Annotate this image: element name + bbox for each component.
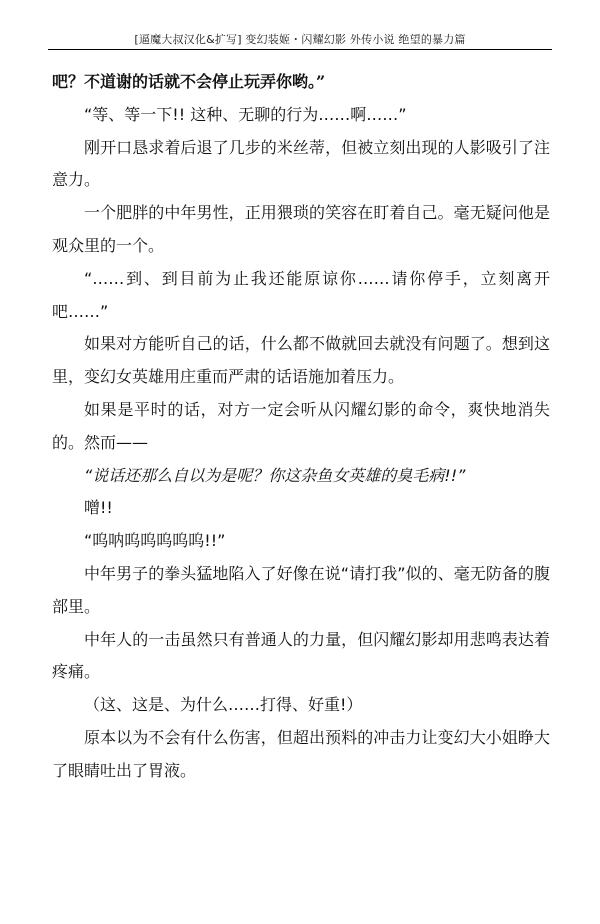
paragraph-12: 中年人的一击虽然只有普通人的力量，但闪耀幻影却用悲鸣表达着疼痛。 (52, 629, 550, 682)
paragraph-3: 刚开口恳求着后退了几步的米丝蒂，但被立刻出现的人影吸引了注意力。 (52, 137, 550, 190)
paragraph-8: “说话还那么自以为是呢？你这杂鱼女英雄的臭毛病!!” (84, 465, 466, 485)
paragraph-4: 一个肥胖的中年男性，正用猥琐的笑容在盯着自己。毫无疑问他是观众里的一个。 (52, 203, 550, 255)
body-text (52, 66, 550, 788)
paragraph-5: “……到、到目前为止我还能原谅你……请你停手，立刻离开吧……” (52, 268, 550, 321)
paragraph-2: “等、等一下!! 这种、无聊的行为……啊……” (84, 104, 407, 124)
paragraph-14: 原本以为不会有什么伤害，但超出预料的冲击力让变幻大小姐睁大了眼睛吐出了胃液。 (52, 727, 550, 780)
paragraph-6: 如果对方能听自己的话，什么都不做就回去就没有问题了。想到这里，变幻女英雄用庄重而严肃的话语施加着压力。 (52, 334, 550, 387)
header-divider (48, 49, 552, 50)
paragraph-13: （这、这是、为什么……打得、好重!） (84, 695, 363, 715)
paragraph-7: 如果是平时的话，对方一定会听从闪耀幻影的命令，爽快地消失的。然而—— (52, 399, 550, 452)
page-header: [逼魔大叔汉化&扩写] 变幻装姬・闪耀幻影 外传小说 绝望的暴力篇 (134, 33, 466, 46)
paragraph-10: “呜呐呜呜呜呜呜!!” (84, 531, 226, 551)
paragraph-1: 吧？不道谢的话就不会停止玩弄你哟。” (52, 72, 326, 91)
paragraph-11: 中年男子的拳头猛地陷入了好像在说“请打我”似的、毫无防备的腹部里。 (52, 563, 550, 616)
paragraph-9: 噌!! (84, 498, 113, 518)
